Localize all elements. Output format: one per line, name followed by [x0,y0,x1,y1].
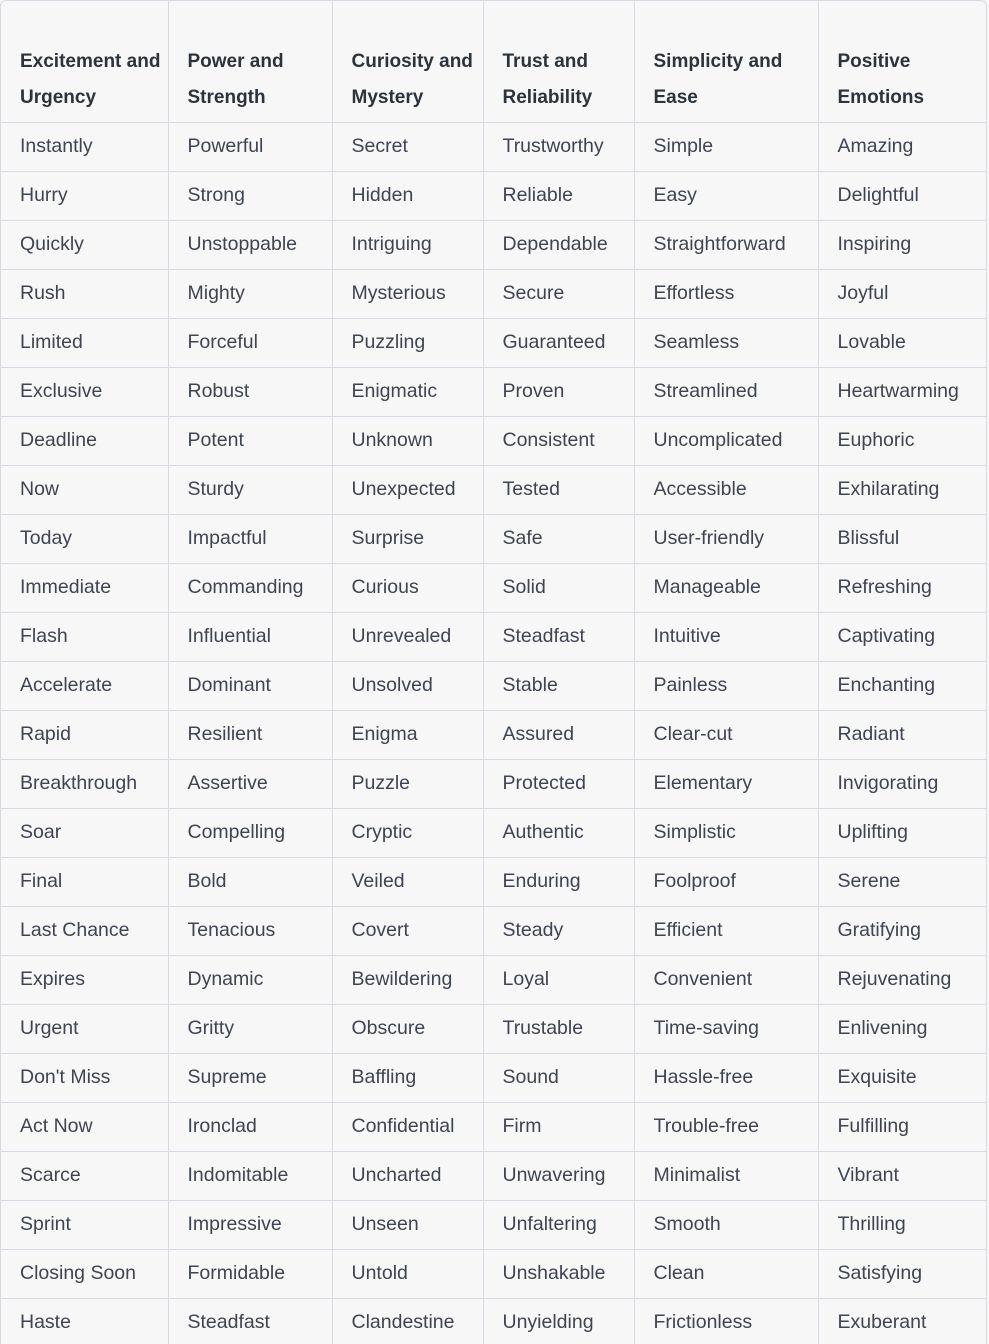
table-cell: Tested [483,465,634,514]
table-cell: Captivating [818,612,987,661]
table-cell: Strong [168,171,332,220]
column-header: Curiosity and Mystery [332,1,483,122]
table-row [1,514,987,563]
table-cell: Unknown [332,416,483,465]
table-cell: Lovable [818,318,987,367]
table-cell: Enduring [483,857,634,906]
table-row [1,906,987,955]
table-cell: Impactful [168,514,332,563]
table-cell: User-friendly [634,514,818,563]
table-cell: Refreshing [818,563,987,612]
table-row [1,808,987,857]
table-cell: Seamless [634,318,818,367]
table-cell: Efficient [634,906,818,955]
table-row [1,367,987,416]
table-cell: Clean [634,1249,818,1298]
table-row [1,1053,987,1102]
table-cell: Limited [1,318,168,367]
table-cell: Exclusive [1,367,168,416]
table-cell: Don't Miss [1,1053,168,1102]
table-cell: Enchanting [818,661,987,710]
table-cell: Exquisite [818,1053,987,1102]
table-cell: Ironclad [168,1102,332,1151]
table-row [1,416,987,465]
table-cell: Untold [332,1249,483,1298]
table-cell: Puzzling [332,318,483,367]
table-body [1,122,987,1344]
table-cell: Now [1,465,168,514]
table-cell: Potent [168,416,332,465]
table-cell: Intriguing [332,220,483,269]
table-cell: Simplistic [634,808,818,857]
table-cell: Unshakable [483,1249,634,1298]
table-cell: Unstoppable [168,220,332,269]
table-cell: Bewildering [332,955,483,1004]
table-row [1,857,987,906]
table-cell: Closing Soon [1,1249,168,1298]
table-cell: Surprise [332,514,483,563]
table-row [1,955,987,1004]
table-cell: Euphoric [818,416,987,465]
table-cell: Radiant [818,710,987,759]
table-cell: Frictionless [634,1298,818,1344]
table-cell: Sturdy [168,465,332,514]
table-cell: Thrilling [818,1200,987,1249]
table-cell: Supreme [168,1053,332,1102]
table-cell: Final [1,857,168,906]
table-row [1,612,987,661]
table-cell: Accessible [634,465,818,514]
table-cell: Cryptic [332,808,483,857]
table-row [1,171,987,220]
table-row [1,318,987,367]
table-cell: Sprint [1,1200,168,1249]
table-cell: Trustable [483,1004,634,1053]
table-cell: Invigorating [818,759,987,808]
table-cell: Deadline [1,416,168,465]
word-table [1,1,987,1344]
table-cell: Formidable [168,1249,332,1298]
table-cell: Inspiring [818,220,987,269]
table-cell: Protected [483,759,634,808]
table-cell: Obscure [332,1004,483,1053]
table-cell: Forceful [168,318,332,367]
table-cell: Joyful [818,269,987,318]
table-cell: Uplifting [818,808,987,857]
table-cell: Elementary [634,759,818,808]
table-cell: Commanding [168,563,332,612]
table-cell: Unsolved [332,661,483,710]
table-cell: Amazing [818,122,987,171]
table-cell: Enigma [332,710,483,759]
table-cell: Easy [634,171,818,220]
table-cell: Firm [483,1102,634,1151]
table-cell: Vibrant [818,1151,987,1200]
table-cell: Unseen [332,1200,483,1249]
table-cell: Time-saving [634,1004,818,1053]
column-header: Power and Strength [168,1,332,122]
table-row [1,759,987,808]
table-row [1,710,987,759]
table-cell: Secret [332,122,483,171]
table-cell: Soar [1,808,168,857]
table-cell: Foolproof [634,857,818,906]
table-cell: Painless [634,661,818,710]
table-row [1,220,987,269]
table-cell: Covert [332,906,483,955]
table-cell: Tenacious [168,906,332,955]
table-cell: Powerful [168,122,332,171]
table-cell: Bold [168,857,332,906]
table-cell: Breakthrough [1,759,168,808]
table-cell: Unrevealed [332,612,483,661]
table-row [1,1004,987,1053]
table-cell: Last Chance [1,906,168,955]
table-cell: Uncharted [332,1151,483,1200]
table-cell: Uncomplicated [634,416,818,465]
table-row [1,1151,987,1200]
table-cell: Mighty [168,269,332,318]
table-cell: Safe [483,514,634,563]
table-cell: Steadfast [168,1298,332,1344]
table-cell: Assured [483,710,634,759]
table-cell: Authentic [483,808,634,857]
table-cell: Stable [483,661,634,710]
table-row [1,661,987,710]
table-cell: Proven [483,367,634,416]
table-row [1,1298,987,1344]
table-cell: Exuberant [818,1298,987,1344]
table-cell: Trouble-free [634,1102,818,1151]
table-cell: Scarce [1,1151,168,1200]
table-cell: Gritty [168,1004,332,1053]
table-cell: Streamlined [634,367,818,416]
table-cell: Manageable [634,563,818,612]
table-cell: Dynamic [168,955,332,1004]
table-cell: Serene [818,857,987,906]
table-cell: Clear-cut [634,710,818,759]
table-cell: Blissful [818,514,987,563]
table-cell: Curious [332,563,483,612]
table-cell: Confidential [332,1102,483,1151]
table-cell: Influential [168,612,332,661]
table-cell: Flash [1,612,168,661]
table-cell: Unexpected [332,465,483,514]
column-header: Positive Emotions [818,1,987,122]
table-cell: Puzzle [332,759,483,808]
table-cell: Baffling [332,1053,483,1102]
column-header: Trust and Reliability [483,1,634,122]
table-cell: Instantly [1,122,168,171]
table-row [1,122,987,171]
table-cell: Gratifying [818,906,987,955]
table-cell: Unyielding [483,1298,634,1344]
table-cell: Intuitive [634,612,818,661]
table-cell: Dependable [483,220,634,269]
table-cell: Smooth [634,1200,818,1249]
table-cell: Mysterious [332,269,483,318]
table-cell: Solid [483,563,634,612]
table-cell: Steady [483,906,634,955]
table-cell: Satisfying [818,1249,987,1298]
table-cell: Immediate [1,563,168,612]
table-cell: Hurry [1,171,168,220]
table-cell: Delightful [818,171,987,220]
table-cell: Sound [483,1053,634,1102]
table-cell: Steadfast [483,612,634,661]
table-cell: Dominant [168,661,332,710]
table-cell: Minimalist [634,1151,818,1200]
table-cell: Enigmatic [332,367,483,416]
table-cell: Rapid [1,710,168,759]
table-cell: Unwavering [483,1151,634,1200]
table-cell: Secure [483,269,634,318]
table-cell: Convenient [634,955,818,1004]
table-cell: Simple [634,122,818,171]
table-cell: Trustworthy [483,122,634,171]
table-row [1,1200,987,1249]
table-row [1,269,987,318]
table-cell: Exhilarating [818,465,987,514]
table-cell: Urgent [1,1004,168,1053]
table-cell: Rejuvenating [818,955,987,1004]
table-row [1,563,987,612]
table-header [1,1,987,122]
table-row [1,1249,987,1298]
table-cell: Enlivening [818,1004,987,1053]
table-cell: Rush [1,269,168,318]
table-cell: Resilient [168,710,332,759]
column-header: Simplicity and Ease [634,1,818,122]
column-header: Excitement and Urgency [1,1,168,122]
table-cell: Accelerate [1,661,168,710]
table-cell: Hassle-free [634,1053,818,1102]
header-row [1,1,987,122]
table-cell: Hidden [332,171,483,220]
table-cell: Act Now [1,1102,168,1151]
table-cell: Haste [20,1311,71,1334]
table-cell: Guaranteed [483,318,634,367]
table-cell: Clandestine [332,1298,483,1344]
table-cell: Impressive [168,1200,332,1249]
table-cell: Expires [1,955,168,1004]
table-cell: Straightforward [634,220,818,269]
table-cell: Effortless [634,269,818,318]
table-cell: Quickly [1,220,168,269]
table-cell: Heartwarming [818,367,987,416]
table-cell: Today [1,514,168,563]
table-cell: Compelling [168,808,332,857]
table-cell: Robust [168,367,332,416]
table-cell: Indomitable [168,1151,332,1200]
table-cell: Veiled [332,857,483,906]
table-cell: Consistent [483,416,634,465]
table-cell: Unfaltering [483,1200,634,1249]
table-cell: Loyal [483,955,634,1004]
table-cell: Assertive [168,759,332,808]
table-row [1,1102,987,1151]
table-cell: Fulfilling [818,1102,987,1151]
table-row [1,465,987,514]
table-cell: Reliable [483,171,634,220]
